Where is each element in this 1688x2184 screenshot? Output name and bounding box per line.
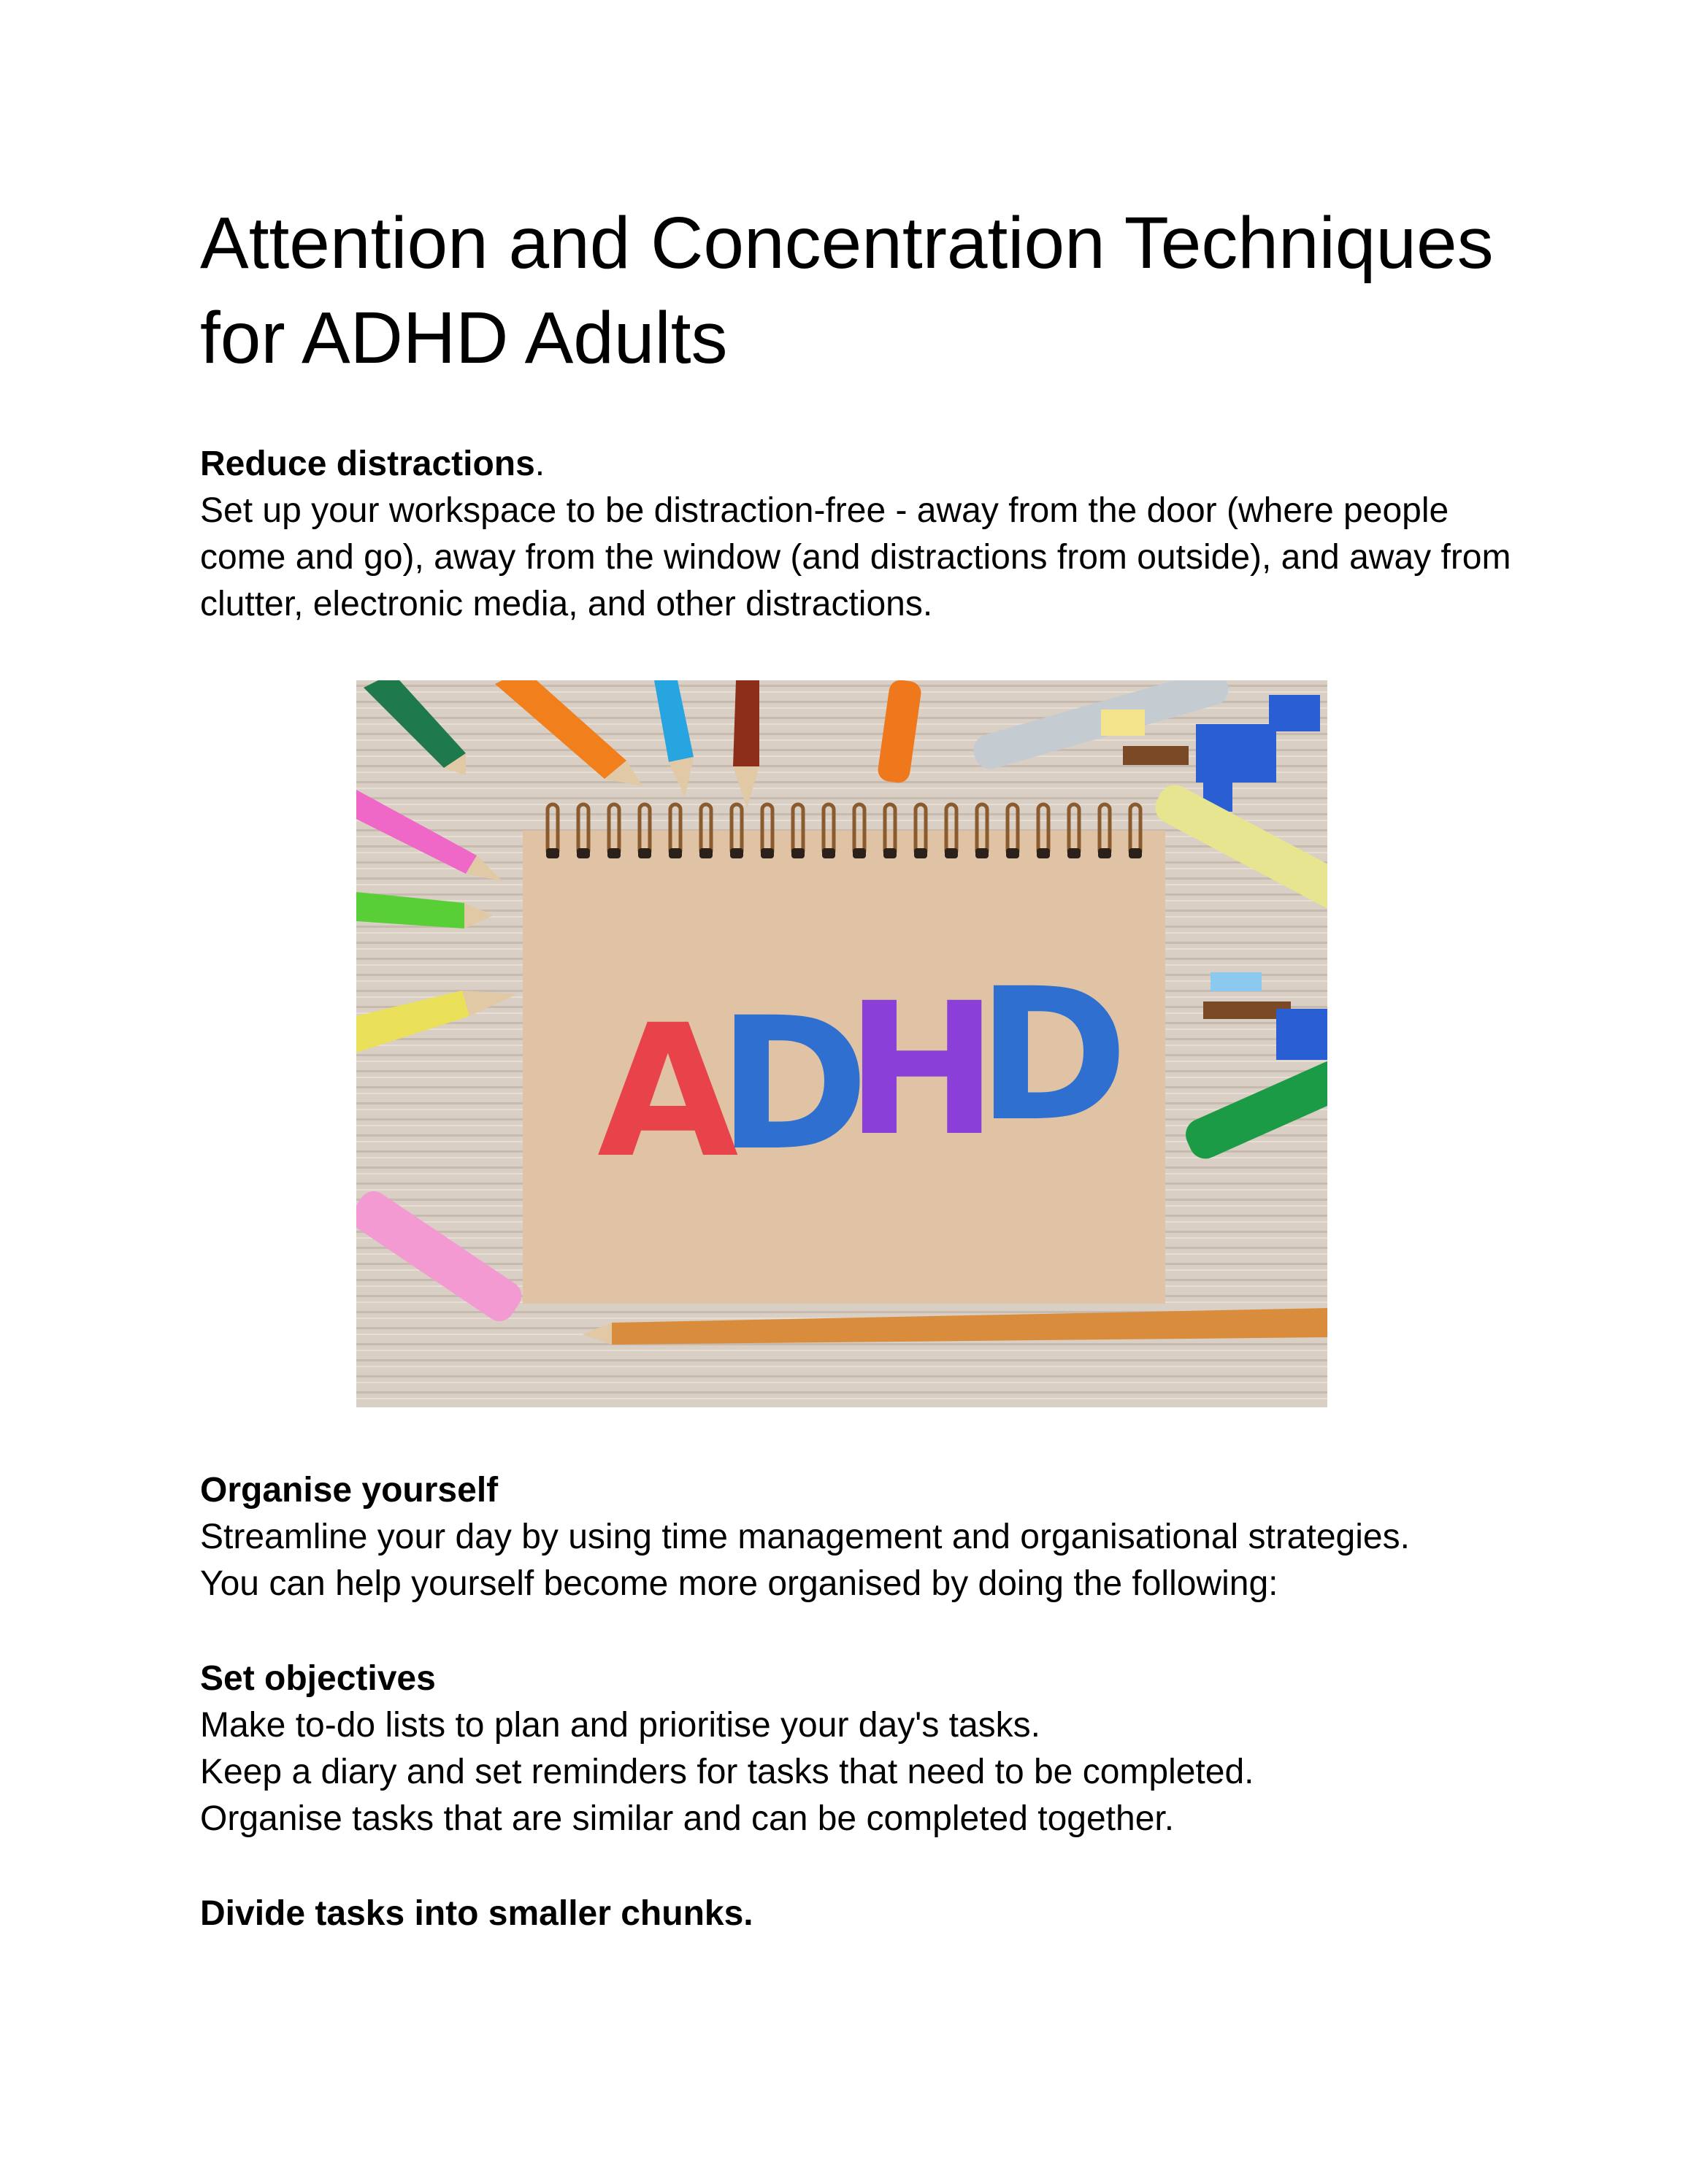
section-body-line: Keep a diary and set reminders for tasks that need to be completed.: [200, 1753, 1254, 1791]
spiral-hole: [607, 848, 621, 858]
section-reduce-distractions: [200, 441, 1514, 628]
spiral-hole: [1006, 848, 1019, 858]
section-heading: Set objectives: [200, 1659, 436, 1698]
letter-a: A: [597, 985, 739, 1198]
letter-d-2: D: [977, 949, 1129, 1161]
spiral-hole: [669, 848, 682, 858]
section-organise-yourself: [200, 1467, 1514, 1607]
section-heading: Organise yourself: [200, 1471, 499, 1510]
spiral-hole: [699, 848, 713, 858]
section-divide-tasks: [200, 1891, 1514, 1937]
page-title: Attention and Concentration Techniques for ADHD Adults: [200, 202, 1494, 379]
spiral-hole: [761, 848, 774, 858]
spiral-hole: [577, 848, 590, 858]
section-body-line: Organise tasks that are similar and can be completed together.: [200, 1799, 1175, 1838]
spiral-hole: [1129, 848, 1142, 858]
heading-punctuation: .: [534, 445, 545, 483]
spiral-hole: [975, 848, 989, 858]
spiral-hole: [945, 848, 958, 858]
spiral-hole: [914, 848, 927, 858]
spiral-hole: [1067, 848, 1081, 858]
spiral-hole: [883, 848, 897, 858]
spiral-hole: [638, 848, 651, 858]
section-heading: Reduce distractions: [200, 445, 535, 483]
spiral-hole: [1098, 848, 1111, 858]
section-body-line: You can help yourself become more organised by doing the following:: [200, 1564, 1278, 1603]
section-body-line: Make to-do lists to plan and prioritise your day's tasks.: [200, 1706, 1041, 1745]
letter-d-1: D: [718, 978, 870, 1191]
spiral-hole: [822, 848, 835, 858]
section-body: Set up your workspace to be distraction-free - away from the door (where people come and go), away from the window (and distractions from outside), and away from clutter, electronic media, and other distractions.: [200, 491, 1511, 623]
spiral-hole: [791, 848, 805, 858]
spiral-hole: [853, 848, 866, 858]
spiral-hole: [546, 848, 559, 858]
spiral-hole: [1037, 848, 1050, 858]
section-heading: Divide tasks into smaller chunks.: [200, 1894, 753, 1933]
spiral-hole: [730, 848, 743, 858]
section-set-objectives: [200, 1656, 1514, 1842]
adhd-notebook-image: [356, 680, 1327, 1407]
letter-h: H: [845, 964, 999, 1176]
section-body-line: Streamline your day by using time management and organisational strategies.: [200, 1518, 1410, 1556]
